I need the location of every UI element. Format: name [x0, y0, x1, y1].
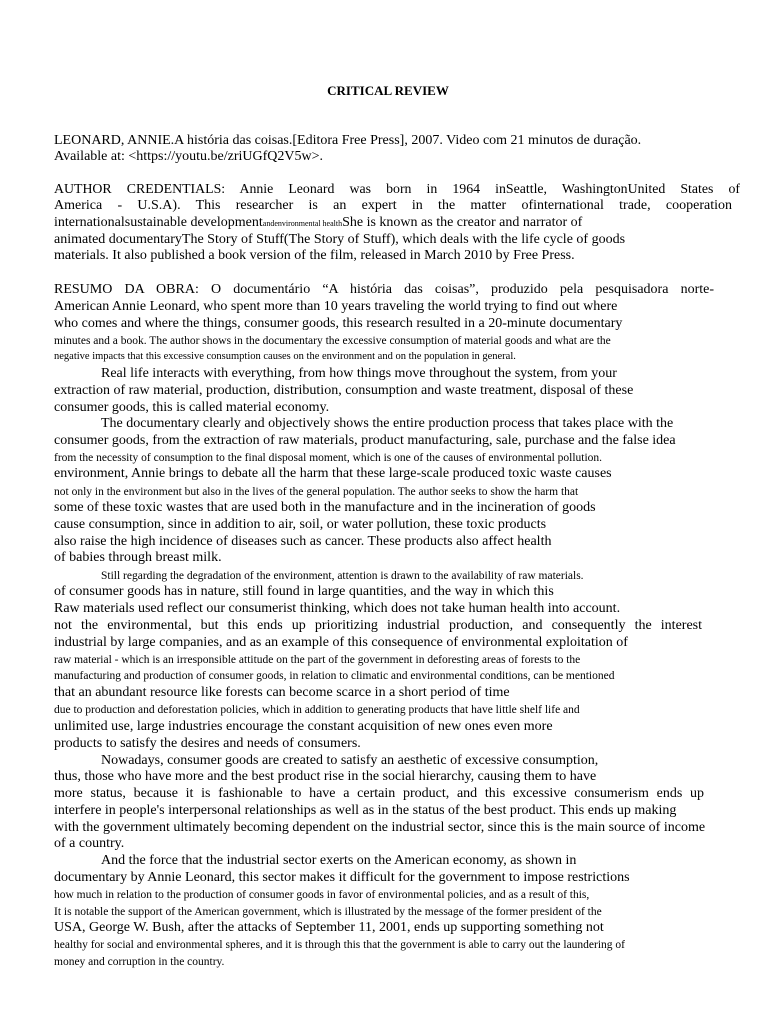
paragraph-line: Still regarding the degradation of the environment, attention is drawn to the availability of raw materials. [101, 570, 584, 582]
paragraph-line: money and corruption in the country. [54, 956, 225, 968]
credentials-line: animated documentaryThe Story of Stuff(The Story of Stuff), which deals with the life cycle of goods [54, 232, 626, 247]
paragraph-line: with the government ultimately becoming dependent on the industrial sector, since this is the main source of income [54, 820, 706, 835]
paragraph-line: due to production and deforestation policies, which in addition to generating products that have little shelf life and [54, 704, 580, 716]
paragraph-line: environment, Annie brings to debate all the harm that these large-scale produced toxic waste causes [54, 466, 612, 481]
credentials-line: materials. It also published a book version of the film, released in March 2010 by Free Press. [54, 248, 575, 263]
paragraph-line: also raise the high incidence of diseases such as cancer. These products also affect health [54, 534, 552, 549]
paragraph-line: some of these toxic wastes that are used both in the manufacture and in the incineration of goods [54, 500, 596, 515]
paragraph-line: industrial by large companies, and as an example of this consequence of environmental exploitation of [54, 635, 628, 650]
paragraph-line: thus, those who have more and the best product rise in the social hierarchy, causing them to have [54, 769, 597, 784]
paragraph-line: Real life interacts with everything, from how things move throughout the system, from your [101, 366, 617, 381]
summary-line: negative impacts that this excessive consumption causes on the environment and on the population in general. [54, 351, 516, 362]
paragraph-line: from the necessity of consumption to the final disposal moment, which is one of the causes of environmental pollution. [54, 452, 603, 464]
page-title: CRITICAL REVIEW [327, 83, 449, 98]
paragraph-line: not only in the environment but also in the lives of the general population. The author seeks to show the harm that [54, 486, 579, 498]
paragraph-line: consumer goods, from the extraction of raw materials, product manufacturing, sale, purchase and the false idea [54, 433, 676, 448]
credentials-small-text: andenvironmental health [262, 219, 343, 228]
paragraph-line: extraction of raw material, production, distribution, consumption and waste treatment, disposal of these [54, 383, 634, 398]
credentials-line [54, 215, 582, 232]
summary-line: RESUMO DA OBRA: O documentário “A história das coisas”, produzido pela pesquisadora norte- [54, 282, 714, 297]
citation-line: Available at: <https://youtu.be/zriUGfQ2V5w>. [54, 149, 324, 164]
paragraph-line: And the force that the industrial sector exerts on the American economy, as shown in [101, 853, 577, 868]
credentials-text: She is known as the creator and narrator of [342, 215, 583, 230]
summary-line: American Annie Leonard, who spent more than 10 years traveling the world trying to find out where [54, 299, 618, 314]
paragraph-line: not the environmental, but this ends up prioritizing industrial production, and consequently the interest [54, 618, 702, 633]
summary-line: who comes and where the things, consumer goods, this research resulted in a 20-minute documentary [54, 316, 623, 331]
paragraph-line: how much in relation to the production of consumer goods in favor of environmental policies, and as a result of this, [54, 889, 590, 901]
paragraph-line: Nowadays, consumer goods are created to satisfy an aesthetic of excessive consumption, [101, 753, 599, 768]
paragraph-line: consumer goods, this is called material economy. [54, 400, 330, 415]
paragraph-line: products to satisfy the desires and needs of consumers. [54, 736, 361, 751]
paragraph-line: It is notable the support of the American government, which is illustrated by the message of the former president of the [54, 906, 602, 918]
credentials-line: AUTHOR CREDENTIALS: Annie Leonard was born in 1964 inSeattle, WashingtonUnited States of [54, 182, 740, 197]
credentials-line: America - U.S.A). This researcher is an expert in the matter ofinternational trade, cooperation [54, 198, 732, 213]
paragraph-line: more status, because it is fashionable to have a certain product, and this excessive consumerism ends up [54, 786, 704, 801]
paragraph-line: manufacturing and production of consumer goods, in relation to climatic and environmental conditions, can be mentioned [54, 670, 615, 682]
paragraph-line: Raw materials used reflect our consumerist thinking, which does not take human health into account. [54, 601, 621, 616]
summary-line: minutes and a book. The author shows in the documentary the excessive consumption of material goods and what are the [54, 335, 611, 347]
paragraph-line: The documentary clearly and objectively shows the entire production process that takes place with the [101, 416, 674, 431]
paragraph-line: documentary by Annie Leonard, this sector makes it difficult for the government to impose restrictions [54, 870, 630, 885]
paragraph-line: raw material - which is an irresponsible attitude on the part of the government in deforesting areas of forests to the [54, 654, 581, 666]
paragraph-line: of a country. [54, 836, 125, 851]
paragraph-line: of babies through breast milk. [54, 550, 222, 565]
citation-line: LEONARD, ANNIE.A história das coisas.[Editora Free Press], 2007. Video com 21 minutos de duração. [54, 133, 642, 148]
paragraph-line: cause consumption, since in addition to air, soil, or water pollution, these toxic products [54, 517, 547, 532]
paragraph-line: interfere in people's interpersonal relationships as well as in the status of the best product. This ends up making [54, 803, 677, 818]
paragraph-line: that an abundant resource like forests can become scarce in a short period of time [54, 685, 510, 700]
paragraph-line: of consumer goods has in nature, still found in large quantities, and the way in which this [54, 584, 554, 599]
paragraph-line: USA, George W. Bush, after the attacks of September 11, 2001, ends up supporting something not [54, 920, 604, 935]
credentials-text: internationalsustainable development [54, 215, 263, 230]
paragraph-line: healthy for social and environmental spheres, and it is through this that the government is able to carry out the laundering of [54, 939, 626, 951]
paragraph-line: unlimited use, large industries encourage the constant acquisition of new ones even more [54, 719, 553, 734]
